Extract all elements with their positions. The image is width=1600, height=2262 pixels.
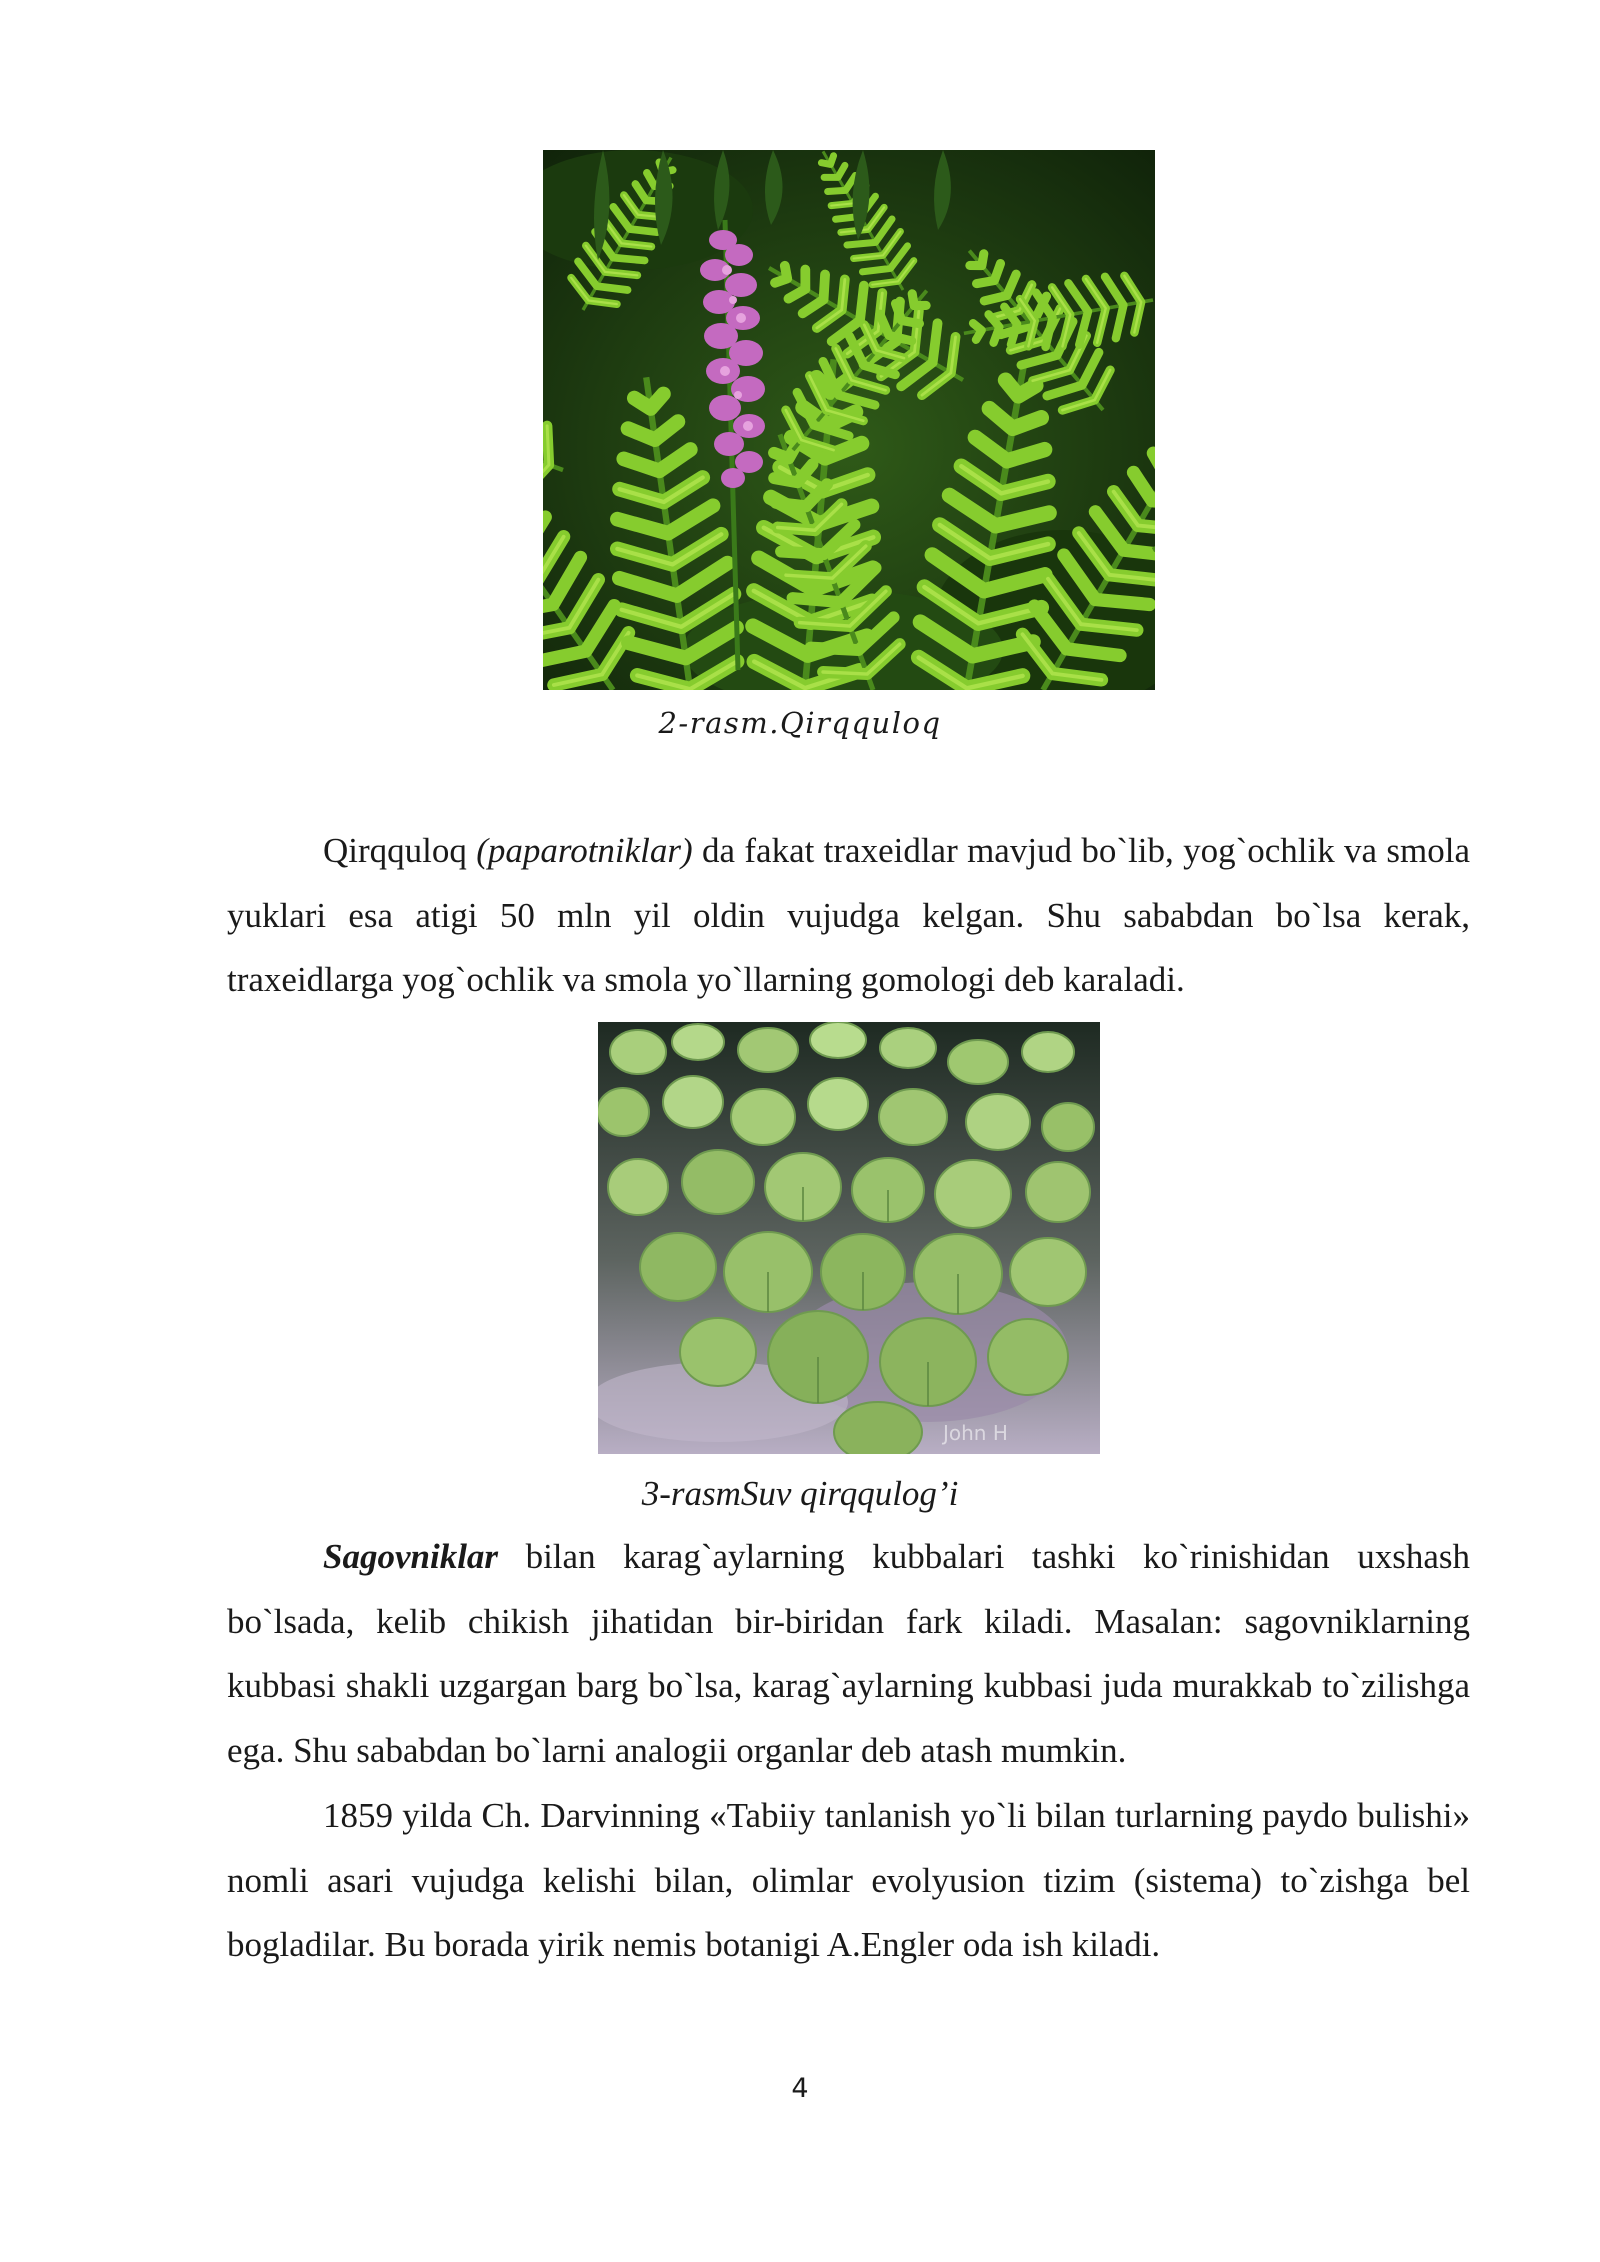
paragraph-text: 1859 yilda Ch. Darvinning «Tabiiy tanlanish yo`li bilan turlarning paydo bulishi» nomli asari vujudga kelishi bilan, olimlar evolyusion tizim (sistema) to`zishga bel bogladilar. Bu borada yirik nemis botanigi A.Engler oda ish kiladi. (227, 1796, 1470, 1964)
water-fern-photo (598, 1022, 1100, 1454)
page-number: 4 (791, 2073, 809, 2104)
paragraph-sagovniklar (227, 1525, 1470, 1783)
paragraph-text: bilan karag`aylarning kubbalari tashki ko`rinishidan uxshash bo`lsada, kelib chikish jihatidan bir-biridan fark kiladi. Masalan: sagovniklarning kubbasi shakli uzgargan barg bo`lsa, karag`aylarning kubbasi juda murakkab to`zilishga ega. Shu sababdan bo`larni analogii organlar deb atash mumkin. (227, 1537, 1470, 1770)
paragraph-term-bold-italic: Sagovniklar (323, 1537, 499, 1576)
fern-photo (543, 150, 1155, 690)
photo-watermark: John H (943, 1421, 1008, 1445)
paragraph-darwin (227, 1784, 1470, 1978)
paragraph-term-italic: (paparotniklar) (476, 831, 693, 870)
figure-3-caption: 3-rasmSuv qirqqulog’i (641, 1474, 959, 1513)
paragraph-text: da fakat traxeidlar mavjud bo`lib, yog`ochlik va smola yuklari esa atigi 50 mln yil oldin vujudga kelgan. Shu sababdan bo`lsa kerak, traxeidlarga yog`ochlik va smola yo`llarning gomologi deb karaladi. (227, 831, 1470, 999)
paragraph-text: Qirqquloq (323, 831, 477, 870)
paragraph-qirqquloq (227, 819, 1470, 1013)
figure-2-caption: 2-rasm.Qirqquloq (658, 706, 942, 740)
